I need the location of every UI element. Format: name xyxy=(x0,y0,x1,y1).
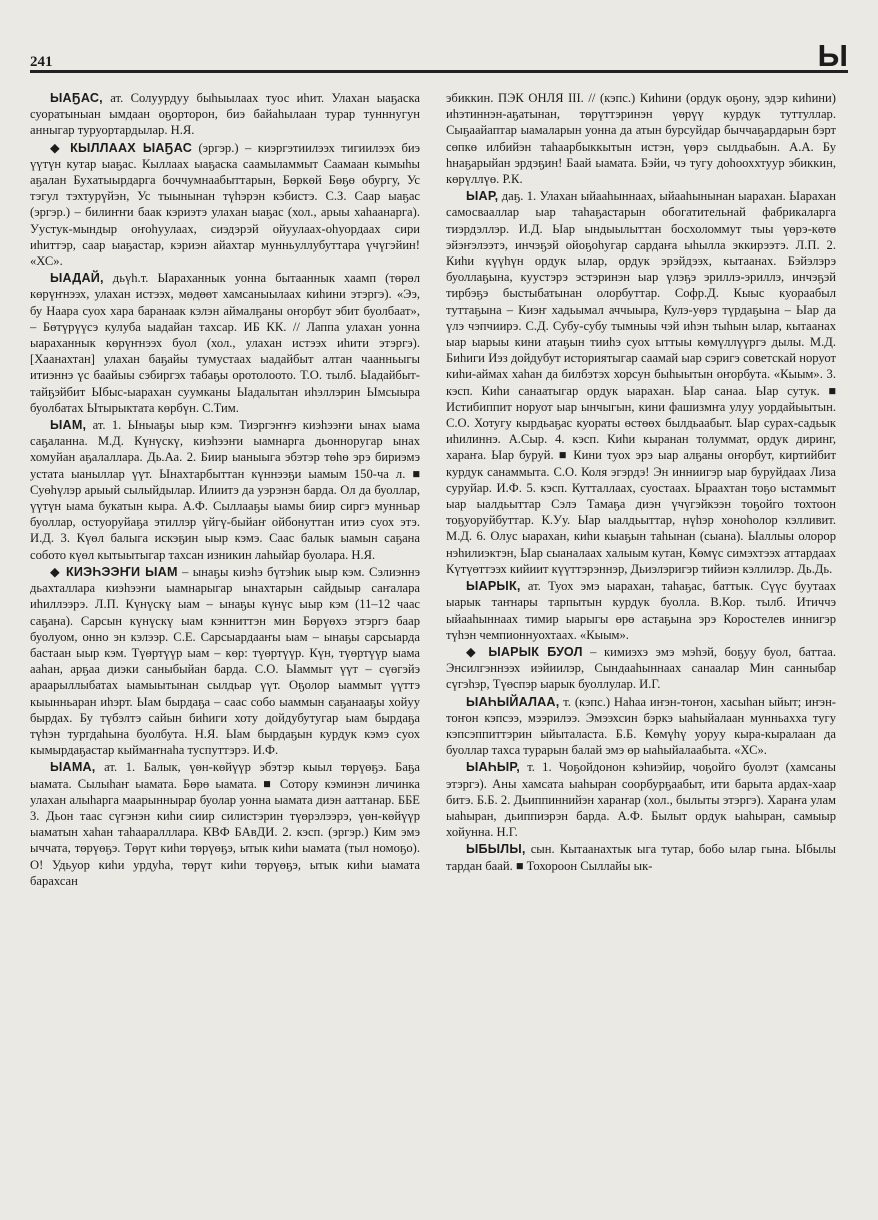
grammar-label: даҕ. 1. xyxy=(501,189,537,204)
grammar-label: ат. 1. xyxy=(92,418,122,433)
entry-text: Солуурдуу быһыылаах туос иһит. Улахан ыаҕаска суоратыныан ымдаан оҕорторон, биэ байаһылаан турар тунннугун анныгар туруортардылар. Н.Я. xyxy=(30,91,420,138)
entry-text: – киэргэтиилээх тигиилээх биэ үүтүн кутар ыаҕас. Кыллаах ыаҕаска саамыламмыт Саамаан кымыһы аҕалан Бухатыырдарга боччумнаабыттарын, Бөркөй Бөҕө обургу, Ус тэгул тэхтурүйэн, Ус тыынынан түһэрэн кэбистэ. С.З. Саар ыаҕас (эргэр.) – билиҥҥи баак кэриэтэ улахан ыаҕас (хол., арыы хаһаанарга). Уустук-мындыр оҥоһуулаах, сиэдэрэй ойуулаах-оһуордаах сири иһиттэр, саар ыаҕастар, кэриэн айахтар мунньуллубуттара үчүгэйин! «ХС». xyxy=(30,140,420,269)
entry-text: Наһаа иҥэн-тоҥон, хасыһан ыйыт; иҥэн-тоҥон кэпсээ, мээрилээ. Эмээхсин бэркэ ыаһыйалаан мунньахха тугу кэпсэппиттэрин ыйыталаста. Б.Б. Көмүһү уоруу кыра-кыралаан да буоллар тахса турарын балай эмэ өр ыаһыйалаабыта. «ХС». xyxy=(446,694,836,758)
headword: ЫБЫЛЫ, xyxy=(466,842,526,857)
entry-text: Улахан ыйааһыннаах, ыйааһынынан ыарахан. Ыарахан самосвааллар ыар таһаҕастарын обогатительнай фабрикаларга тиэрдэллэр. И.Д. Ыар ындыылыттан босхоломмут тыы үөрэ-көтө эйэҥэлээтэ, инчэҕэй ойоҕоһугар сардаҥа ыһылла эккирээтэ. Л.П. 2. Киһи күүһүн ордук ылар, ордук эрэйдээх, кытаанах. Бэйэлэрэ буоллаҕына, куустэрэ эстэринэн ыар үлэҕэ эриллэ-эриллэ, инчэҕэй тирбэҕэ быстыбатынан олорбуттар. Софр.Д. Кыыс куораабыл туттаҕына – Киэҥ хадьымал аччыыра, Кулэ-уөрэ түрдаҕына – Ыар да үлэ чэпчиирэ. С.Д. Субу-субу тымныы чэй иһэн тыһын ылар, кытаанах ыар ыарыы кини атаҕын тииһэ суох ыттыы көмүллүүргэ дылы. М.Д. Биһиги Иэз дойдубут историятыгар саамай ыар сэригэ советскай норуот киһи-аймах хаһан да билбэтэх хорсун быһыытын оҥорбута. «Кыым». 3. кэсп. Киһи санаатыгар ордук ыарахан. Ыар санаа. Ыар сутук. ■ Истибиппит норуот ыар ынчыгын, кини фашизмҥа улуу уордайыытын. С.О. Хотугу кырдьаҕас куораты өстөөх былдьаабыт. Ыар сурах-садьык иһилиннэ. А.Сыр. 4. кэсп. Киһи кыранан толуммат, ордук диринг, хараҥа. Ыар буруй. ■ Кини туох эрэ ыар алҕаны оҥорбут, киртийбит курдук санаммыта. С.О. Коля эгэрдэ! Эн инниигэр ыар буруйдаах Лиза суруйар. И.Ф. 5. кэсп. Кутталлаах, суостаах. Ыраахтан тоҕо ыстаммыт ыар ыалдьыттар Сэлэ Тамаҕа диэн үчүгэйкээн тоҕойго тохтоон тоҕуоруйбуттар. К.Уу. Ыар ыалдьыттар, нүһэр хоноһолор кэлливит. М.Д. 6. Олус ыарахан, киһи кыаҕын таһынан (сыана). Ыаллыы олорор нэһилиэктэн, Ыар сыаналаах халыым кутан, Көмүс симэхтээх аттардаах Күтүөттээх кийиит күүттэрэннэр, Дьиэлэригэр тийиэн кэллилэр. Дь.Дь. xyxy=(446,189,836,576)
headword: ЫАҔАС, xyxy=(50,91,103,105)
entry-text: – ынаҕы киэһэ бүтэһик ыыр кэм. Сэлиэннэ дьахталлара киэһээҥи ыамнарыгар ынахтарын сайдыыр саҥалара иһиллээрэ. Л.П. Күнүскү ыам – ынаҕы күнүс ыыр кэм (11–12 чаас саҕана). Сарсын күнүскү ыам кэнниттэн мин Бөрүөхэ этэргэ баар буолуом, онно эн кэлээр. С.Е. Сарсыардааҥы ыам – ынаҕы сарсыарда бастаан ыыр кэм. Түөртүүр ыам – көр: түөртүүр. Күн, түөртүүр ыама ааһан, арҕаа диэки саныбыйан барда. С.О. Ыаммыт үүт – сүөгэйэ араарыллыбатах ыамыытынан сылдьар үүт. Оҕолор ыаммыт үүттэ кыынньаран иһэрт. Ыам бырдаҕа – саас собо ыаммын саҕанааҕы хойуу бырдах. Бу түбэлтэ сайын биһиги хоту дойдубутугар ыам бырдаҕа түһэн тургдаһына буолбута. Н.Я. Ыам бырдаҕын курдук кэмэ суох кымырдаҕастар кыймаҥнаһа туспуттэрэ. И.Ф. xyxy=(30,564,420,758)
dictionary-entry xyxy=(30,90,420,139)
grammar-label: дьүһ.т. xyxy=(112,271,149,286)
dictionary-entry xyxy=(446,694,836,759)
dictionary-entry xyxy=(446,644,836,693)
dictionary-entry xyxy=(446,841,836,873)
grammar-label: сын. xyxy=(530,842,555,857)
headword: ◆ КИЭҺЭЭҤИ ЫАМ xyxy=(50,564,178,579)
dictionary-entry xyxy=(446,759,836,840)
entry-text: Туох эмэ ыарахан, таһаҕас, баттык. Сүүс буутаах ыарык таҥнары тарпытын курдук буолла. В.Кор. тылб. Итиччэ ыйааһыннаах тимир ыарыгы өрө астаҕына эрэ Коростелев иннигэр түһэн чемпионнуохтаах. «Кыым». xyxy=(446,579,836,642)
entry-text: Ыараханнык уонна бытааннык хаамп (төрөл көрүҥнээх, улахан истээх, мөдөөт хамсаныылаах киһини этэргэ). «Ээ, бу Наара суох хара баранаак кэлэн аймалҕаны оҥорбут эбит буолбаат», – Бөтүрүүсэ кулуба ыадайан тахсар. ИБ КК. // Лаппа улахан уонна ыараханнык көрүҥнээх буол (хол., улахан истээх иһити этэргэ). [Хаанахтан] улахан баҕайы тумустаах ыадайбыт алтан чаанньыгы итиэннэ үс баайыы сэбиргэх табаҕы оротолоото. Т.О. тылб. Ыадайбыт-тайҕэйбит Ыбыс-ыарахан суумканы Ыадалытан иһэллэрин Ымсыыра буолбатах Ытырыктата көрбүн. С.Тим. xyxy=(30,271,420,415)
dictionary-entry xyxy=(30,759,420,889)
dictionary-entry xyxy=(30,564,420,758)
headword: ЫАҺЫР, xyxy=(466,760,520,775)
grammar-label: ат. xyxy=(527,579,541,594)
dictionary-entry xyxy=(446,188,836,577)
entry-text: Балык, үөн-көйүүр эбэтэр кыыл төрүөҕэ. Баҕа ыамата. Сылыһаҥ ыамата. Бөрө ыамата. ■ Сотору кэминэн личинка улахан алыһарга маарыннырар буолар уонна ыамата диэн ааттанар. ББЕ 3. Дьон таас сүгэнэн киһи сиир силистэрин түөрэлээрэ, үөн-көйүүр ыаматын хаһан таһааралллара. КВФ БАвДИ. 2. кэсп. (эргэр.) Ким эмэ ыччата, төрүөҕэ. Төрүт киһи төрүөҕэ, ытык киһи ыамата (тыл номоҕо). О! Удьуор киһи урдуһа, төрүт киһи төрүөҕэ, ытык киһи ыамата барахсан xyxy=(30,760,420,888)
dictionary-entry xyxy=(30,417,420,563)
headword: ЫАМА, xyxy=(50,760,96,775)
entry-text: – кимиэхэ эмэ мэһэй, боҕуу буол, баттаа. Энсилгэннээх иэйиилэр, Сындааһыннаах санаалар Мин санныбар сүгэһэр, Түөспэр ыарык буоллулар. И.Г. xyxy=(446,644,836,692)
headword: ЫАРЫК, xyxy=(466,579,521,594)
entry-text: Кытаанахтык ыга тутар, бобо ылар гына. Ыбылы тардан баай. ■ Тохороон Сыллайы ык- xyxy=(446,842,836,873)
headword: ЫАҺЫЙАЛАА, xyxy=(466,694,560,709)
page-number: 241 xyxy=(30,54,53,70)
headword: ЫАР, xyxy=(466,189,499,204)
grammar-label: т. (кэпс.) xyxy=(563,694,611,709)
header-rule xyxy=(30,70,848,73)
right-column xyxy=(446,90,836,1210)
headword: ЫАМ, xyxy=(50,418,87,433)
entry-text: Чоҕойдонон кэһиэйир, чоҕойго буолэт (хамсаны этэргэ). Аны хамсата ыаһыран соорбурҕаабыт, ити барыта ардах-хаар битэ. Б.Б. 2. Дьиппиннийэн хараҥар (хол., былыты этэргэ). Хараҥа улам ыаһыран, дьиппиэрэн барда. А.Ф. Былыт ордук ыаһыран, самыыр хойунна. Н.Г. xyxy=(446,760,836,840)
grammar-label: ат. xyxy=(110,91,124,105)
grammar-label: т. 1. xyxy=(527,760,552,775)
headword: ◆ КЫЛЛААХ ЫАҔАС xyxy=(50,140,192,155)
grammar-label: ат. 1. xyxy=(104,760,136,775)
dictionary-entry-continuation xyxy=(446,90,836,187)
entry-text: Ыныаҕы ыыр кэм. Тиэргэҥҥэ киэһээҥи ынах ыама саҕаланна. М.Д. Күнүскү, киэһээҥи ыамнарга дьонноругар ынах хомуйан аҕалаллара. Дь.Аа. 2. Биир ыаныыга эбэтэр төһө эрэ бириэмэ устата ыаныллар үүт. Ынахтарбыттан күннээҕи ыамым 150-ча л. ■ Суөһүлэр арыый сылыйдылар. Илиитэ да уэрэнэн барда. Ол да буоллар, үүтүн ыама букатын кыра. А.Ф. Сыллааҕы ыамы биир сиргэ мунньар буоллар, остуоруйаҕа этиллэр үйгү-быйаҥ ойбонуттан итиэ суох этэ. И.Д. 3. Күөл балыга искэҕин ыыр кэмэ. Саас балык ыамын саҕана собото күөл кытыытыгар тахсан изникин лаһыйар буолара. Н.Я. xyxy=(30,418,420,562)
dictionary-entry xyxy=(30,270,420,416)
left-column xyxy=(30,90,420,1210)
entry-text: эбиккин. ПЭК ОНЛЯ III. // (кэпс.) Киһини (ордук оҕону, эдэр киһини) иһэтиннэн-аҕатынан, төрүттэринэн үөрүү курдук туттуллар. Сыҕаайаптар ыамаларын уонна да атын бурсуйдар быччаҕардарын бэрт сөпкө илбийэн таһаарбыккытын истэн, үөрэ сылдьабын. А.А. Бу һнаҕарыйан эрдэҕин! Баай ыамата. Бэйи, чэ тугу доһооххтуур эбиккин, көрүллүө. Р.К. xyxy=(446,91,836,187)
grammar-label: (эргэр.) xyxy=(198,140,239,155)
section-letter: Ы xyxy=(817,38,848,73)
headword: ◆ ЫАРЫК БУОЛ xyxy=(466,644,583,659)
headword: ЫАДАЙ, xyxy=(50,271,104,286)
dictionary-entry xyxy=(446,578,836,643)
dictionary-entry xyxy=(30,140,420,270)
